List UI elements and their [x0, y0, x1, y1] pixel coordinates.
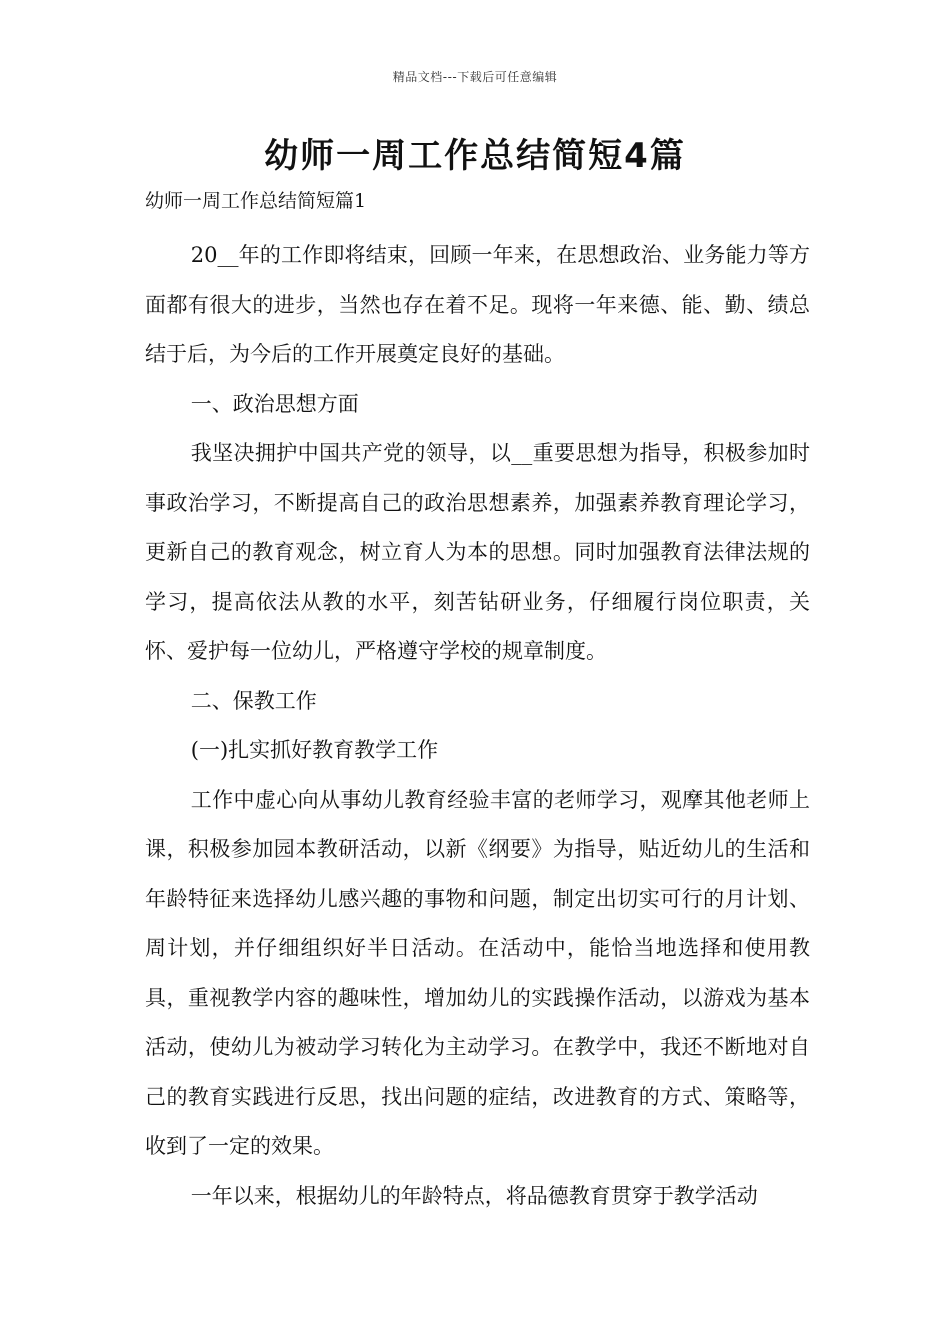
heading-political: 一、政治思想方面	[190, 391, 359, 416]
section-subtitle: 幼师一周工作总结简短篇1	[145, 190, 367, 212]
paragraph-moral-education: 一年以来，根据幼儿的年龄特点，将品德教育贯穿于教学活动	[190, 1183, 758, 1208]
paragraph-political: 我坚决拥护中国共产党的领导，以__重要思想为指导，积极参加时事政治学习，不断提高自己的政治思想素养，加强素养教育理论学习，更新自己的教育观念，树立育人为本的思想。同时加强教育法律法规的学习，提高依法从教的水平，刻苦钻研业务，仔细履行岗位职责，关怀、爱护每一位幼儿，严格遵守学校的规章制度。	[145, 441, 810, 663]
header-note: 精品文档---下载后可任意编辑	[392, 70, 558, 84]
paragraph-intro: 20__年的工作即将结束，回顾一年来，在思想政治、业务能力等方面都有很大的进步，当然也存在着不足。现将一年来德、能、勤、绩总结于后，为今后的工作开展奠定良好的基础。	[145, 243, 810, 366]
document-body	[145, 183, 810, 1221]
document-title: 幼师一周工作总结简短4篇	[264, 136, 686, 176]
heading-care-education: 二、保教工作	[190, 688, 317, 713]
subheading-teaching: (一)扎实抓好教育教学工作	[190, 738, 439, 762]
paragraph-teaching: 工作中虚心向从事幼儿教育经验丰富的老师学习，观摩其他老师上课，积极参加园本教研活动，以新《纲要》为指导，贴近幼儿的生活和年龄特征来选择幼儿感兴趣的事物和问题，制定出切实可行的月计划、周计划，并仔细组织好半日活动。在活动中，能恰当地选择和使用教具，重视教学内容的趣味性，增加幼儿的实践操作活动，以游戏为基本活动，使幼儿为被动学习转化为主动学习。在教学中，我还不断地对自己的教育实践进行反思，找出问题的症结，改进教育的方式、策略等，收到了一定的效果。	[145, 787, 810, 1158]
